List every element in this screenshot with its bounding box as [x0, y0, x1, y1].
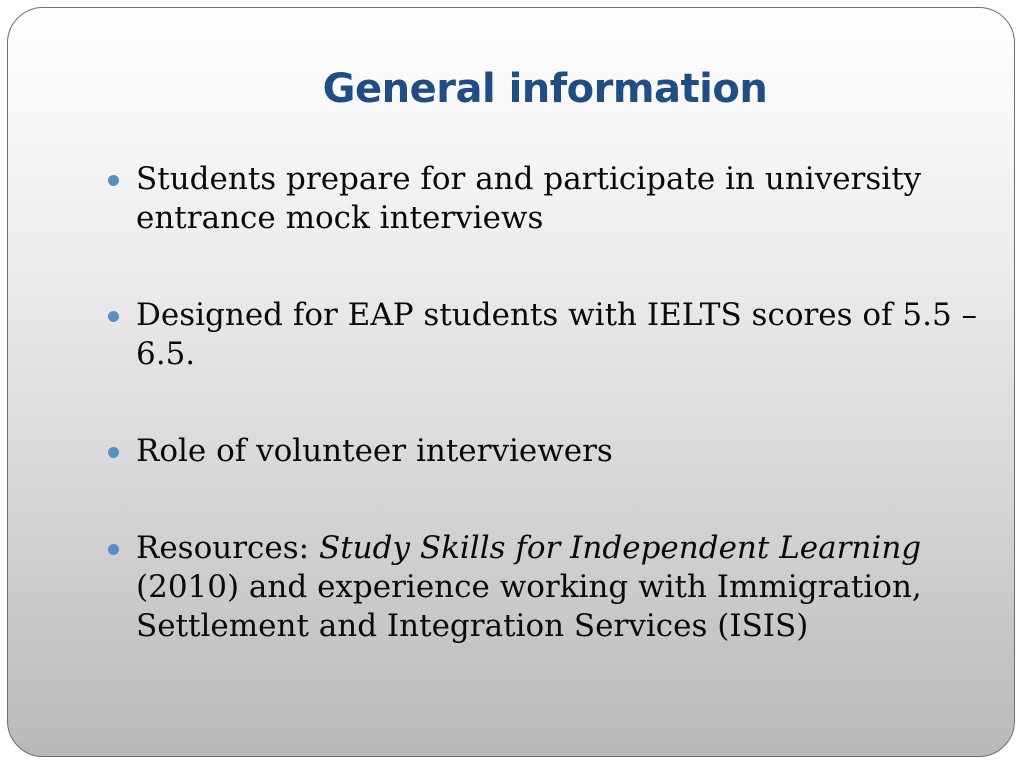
bullet-dot-icon [108, 311, 119, 322]
bullet-item [108, 160, 988, 238]
bullet-text-prefix: Resources: [136, 530, 319, 566]
bullet-list [108, 160, 988, 704]
bullet-text: Students prepare for and participate in university entrance mock interviews [136, 161, 922, 236]
bullet-item [108, 296, 988, 374]
bullet-item [108, 529, 988, 646]
bullet-text: Designed for EAP students with IELTS scores of 5.5 – 6.5. [136, 297, 978, 372]
bullet-text-suffix: (2010) and experience working with Immigration, Settlement and Integration Services (ISIS) [136, 569, 922, 644]
bullet-dot-icon [108, 544, 119, 555]
slide-frame [7, 7, 1015, 757]
bullet-dot-icon [108, 175, 119, 186]
bullet-item [108, 432, 988, 471]
bullet-text: Role of volunteer interviewers [136, 433, 613, 469]
bullet-dot-icon [108, 447, 119, 458]
book-title: Study Skills for Independent Learning [318, 530, 922, 566]
slide-title: General information [322, 66, 768, 112]
